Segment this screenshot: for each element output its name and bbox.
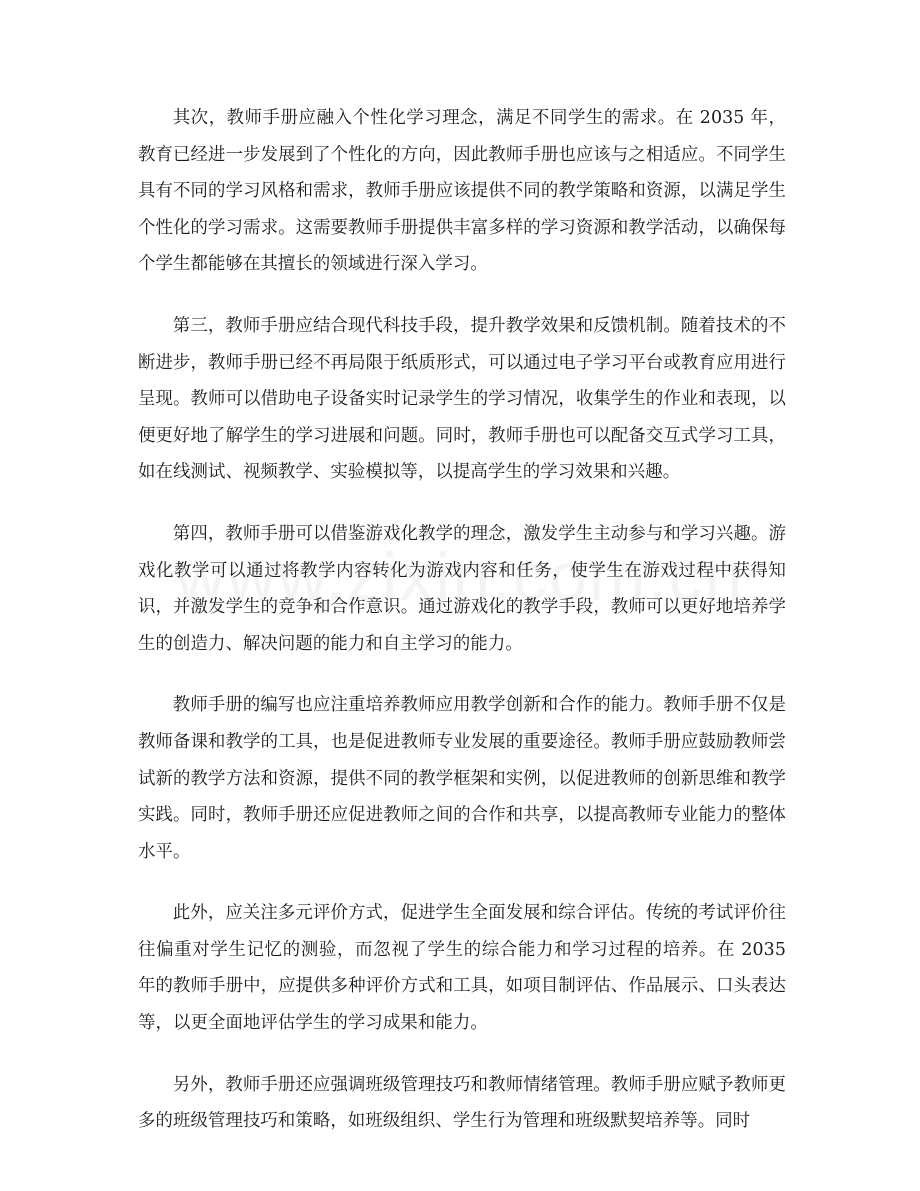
paragraph-5: 此外，应关注多元评价方式，促进学生全面发展和综合评估。传统的考试评价往往偏重对学生记忆的测验，而忽视了学生的综合能力和学习过程的培养。在 2035 年的教师手册中，应提供多种评价方式和工具，如项目制评估、作品展示、口头表达等，以更全面地评估学生的学习成果和能力。 (138, 903, 786, 1034)
paragraph-4: 教师手册的编写也应注重培养教师应用教学创新和合作的能力。教师手册不仅是教师备课和教学的工具，也是促进教师专业发展的重要途径。教师手册应鼓励教师尝试新的教学方法和资源，提供不同的教学框架和实例，以促进教师的创新思维和教学实践。同时，教师手册还应促进教师之间的合作和共享，以提高教师专业能力的整体水平。 (138, 695, 786, 862)
document-body (138, 100, 786, 1165)
paragraph-1: 其次，教师手册应融入个性化学习理念，满足不同学生的需求。在 2035 年，教育已经进一步发展到了个性化的方向，因此教师手册也应该与之相适应。不同学生具有不同的学习风格和需求，教师手册应该提供不同的教学策略和资源，以满足学生个性化的学习需求。这需要教师手册提供丰富多样的学习资源和教学活动，以确保每个学生都能够在其擅长的领域进行深入学习。 (138, 108, 786, 275)
paragraph-6: 另外，教师手册还应强调班级管理技巧和教师情绪管理。教师手册应赋予教师更多的班级管理技巧和策略，如班级组织、学生行为管理和班级默契培养等。同时 (138, 1074, 786, 1132)
paragraph-3: 第四，教师手册可以借鉴游戏化教学的理念，激发学生主动参与和学习兴趣。游戏化教学可以通过将教学内容转化为游戏内容和任务，使学生在游戏过程中获得知识，并激发学生的竞争和合作意识。通过游戏化的教学手段，教师可以更好地培养学生的创造力、解决问题的能力和自主学习的能力。 (138, 523, 786, 654)
paragraph-2: 第三，教师手册应结合现代科技手段，提升教学效果和反馈机制。随着技术的不断进步，教师手册已经不再局限于纸质形式，可以通过电子学习平台或教育应用进行呈现。教师可以借助电子设备实时记录学生的学习情况，收集学生的作业和表现，以便更好地了解学生的学习进展和问题。同时，教师手册也可以配备交互式学习工具，如在线测试、视频教学、实验模拟等，以提高学生的学习效果和兴趣。 (138, 315, 786, 483)
